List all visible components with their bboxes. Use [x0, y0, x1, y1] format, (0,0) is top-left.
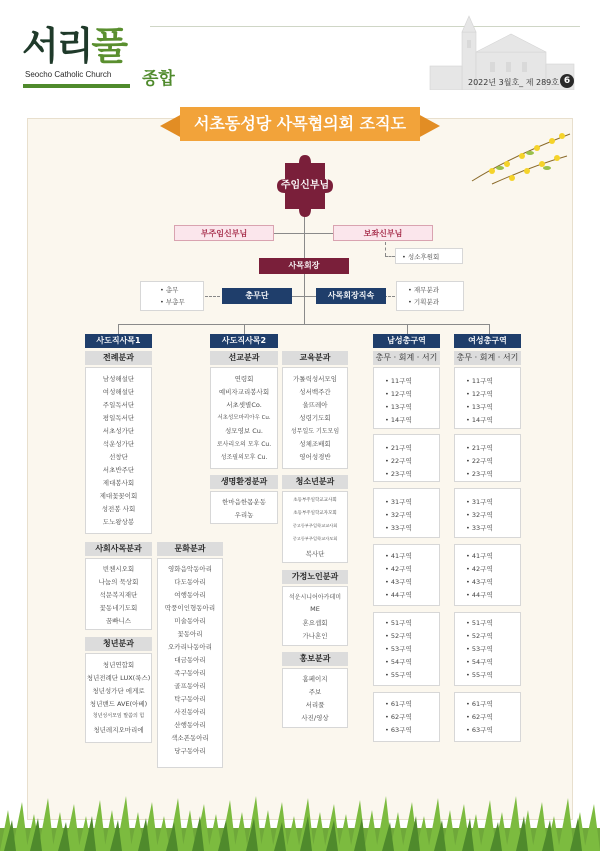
group-item: 성무일도 기도모임: [290, 428, 340, 435]
district-item: • 42구역: [466, 565, 493, 573]
district-item: • 22구역: [385, 457, 412, 465]
district-item: • 55구역: [385, 671, 412, 679]
group-item: 복사단: [305, 550, 325, 558]
group-item: 오카리나동아리: [168, 643, 212, 651]
group-item: 성체조배회: [299, 440, 331, 448]
group-item: 꽃동네기도회: [99, 604, 138, 612]
district-item: • 44구역: [385, 591, 412, 599]
group-item: 남성해설단: [102, 375, 135, 383]
group-item: 제대봉사회: [102, 479, 135, 487]
group-item: 선창단: [109, 453, 128, 461]
connector: [489, 324, 490, 334]
district-item: • 51구역: [385, 619, 412, 627]
group-item: 중고등부주일학교자모회: [292, 536, 338, 541]
logo: [22, 24, 126, 68]
group-item: 청년성가단 에게로: [92, 687, 145, 695]
district-item: • 31구역: [385, 498, 412, 506]
district-item: • 14구역: [466, 416, 493, 424]
district-item: • 63구역: [466, 726, 493, 734]
col5-sub-header: 총무 · 회계 · 서기: [454, 351, 521, 365]
district-item: • 33구역: [466, 524, 493, 532]
group-item: 연령회: [234, 375, 254, 383]
group-item: 서초성가단: [102, 427, 135, 435]
district-item: • 23구역: [385, 470, 412, 478]
group-item: 예비자교리봉사회: [218, 388, 270, 396]
col2-header: 사도직사목2: [210, 334, 278, 348]
group-item: 주보: [308, 688, 322, 696]
district-item: • 52구역: [385, 632, 412, 640]
logo-bar: [23, 84, 130, 88]
group-item: 당구동아리: [174, 747, 206, 755]
district-item: • 13구역: [466, 403, 493, 411]
page-number: 6: [560, 74, 574, 88]
group-item: 초등부주일학교교사회: [293, 498, 337, 503]
group-item: 성령기도회: [299, 414, 331, 422]
general-item: • 부총무: [160, 298, 185, 306]
connector: [385, 256, 395, 257]
group-header: 전례분과: [85, 351, 152, 365]
group-item: 석운성가단: [102, 440, 135, 448]
district-item: • 11구역: [466, 377, 493, 385]
group-item: 영화음악동아리: [168, 565, 212, 573]
general-item: • 총무: [160, 286, 179, 294]
group-item: 꽃동아리: [177, 630, 203, 638]
connector: [118, 324, 490, 325]
district-item: • 21구역: [466, 444, 493, 452]
group-item: 서리풀: [305, 701, 325, 709]
group-item: 영어성경반: [299, 453, 331, 461]
group-item: 로사리오의 모후 Cu.: [216, 441, 272, 448]
group-item: 홈페이지: [302, 675, 328, 683]
connector: [205, 296, 220, 297]
group-item: 성서백주간: [299, 388, 331, 396]
connector: [244, 324, 245, 334]
district-item: • 62구역: [385, 713, 412, 721]
group-header: 홍보분과: [282, 652, 348, 666]
district-item: • 12구역: [466, 390, 493, 398]
group-item: 미술동아리: [174, 617, 206, 625]
group-item: 청년레지오마리에: [93, 726, 144, 734]
district-item: • 43구역: [466, 578, 493, 586]
group-item: 산행동아리: [174, 721, 206, 729]
group-header: 생명환경분과: [210, 475, 278, 489]
group-item: 주일독서단: [102, 401, 135, 409]
banner-ribbon-right: [418, 114, 440, 138]
forsythia-decoration: [462, 126, 572, 186]
district-item: • 61구역: [466, 700, 493, 708]
district-item: • 54구역: [466, 658, 493, 666]
group-item: 빈첸시오회: [102, 565, 135, 573]
group-item: 탁구동아리: [174, 695, 206, 703]
group-item: 골프동아리: [174, 682, 206, 690]
group-header: 문화분과: [157, 542, 223, 556]
group-item: 초등부주일학교자모회: [293, 511, 337, 516]
district-item: • 63구역: [385, 726, 412, 734]
district-item: • 21구역: [385, 444, 412, 452]
section-label: 종합: [142, 69, 175, 89]
group-item: 서초성모마리아우 Cu.: [217, 415, 271, 421]
group-item: 꿈빠니스: [105, 617, 132, 625]
group-item: 제대꽃꽂이회: [99, 492, 138, 500]
group-item: 딱풍이인형동아리: [164, 604, 216, 612]
district-item: • 53구역: [385, 645, 412, 653]
group-item: 청년전례단 LUX(룩스): [86, 674, 151, 682]
logo-text-2: 풀: [91, 24, 127, 68]
district-item: • 41구역: [466, 552, 493, 560]
district-item: • 13구역: [385, 403, 412, 411]
issue-info: 2022년 3월호_ 제 289호: [468, 78, 559, 87]
group-item: 여성해설단: [102, 388, 135, 396]
district-item: • 33구역: [385, 524, 412, 532]
chairman-direct-node: 사목회장직속: [316, 288, 386, 304]
district-item: • 41구역: [385, 552, 412, 560]
group-item: 가나혼인: [302, 632, 328, 640]
district-item: • 51구역: [466, 619, 493, 627]
group-item: 사진동아리: [174, 708, 206, 716]
district-item: • 22구역: [466, 457, 493, 465]
group-item: 평일독서단: [102, 414, 135, 422]
district-item: • 12구역: [385, 390, 412, 398]
group-header: 청소년분과: [282, 475, 348, 489]
district-item: • 61구역: [385, 700, 412, 708]
district-item: • 14구역: [385, 416, 412, 424]
district-item: • 62구역: [466, 713, 493, 721]
group-item: 가톨릭성서모임: [293, 375, 337, 383]
group-item: 청년연합회: [102, 661, 135, 669]
logo-english: Seocho Catholic Church: [25, 70, 112, 79]
district-item: • 11구역: [385, 377, 412, 385]
district-item: • 52구역: [466, 632, 493, 640]
district-item: • 23구역: [466, 470, 493, 478]
group-header: 가정노인분과: [282, 570, 348, 584]
district-item: • 53구역: [466, 645, 493, 653]
connector: [118, 324, 119, 334]
district-item: • 32구역: [385, 511, 412, 519]
group-item: 색소폰동아리: [171, 734, 209, 742]
group-header: 교육분과: [282, 351, 348, 365]
district-item: • 32구역: [466, 511, 493, 519]
general-dept-node: 총무단: [222, 288, 292, 304]
group-item: 성조필의모후 Cu.: [220, 454, 268, 461]
group-item: 석운시니어아카데미: [288, 594, 342, 601]
group-item: 청년밴드 AVE(아베): [89, 700, 148, 708]
group-item: 혼요셉회: [302, 619, 328, 627]
direct-item: • 재무분과: [408, 286, 440, 294]
auxiliary-pastor-node: 보좌신부님: [333, 225, 433, 241]
group-item: 서초셋별Co.: [226, 401, 262, 409]
district-item: • 44구역: [466, 591, 493, 599]
connector: [407, 324, 408, 334]
group-item: 도노왕상봉: [102, 518, 135, 526]
group-item: ME: [310, 605, 320, 613]
logo-text-1: 서리: [22, 24, 92, 68]
group-header: 선교분과: [210, 351, 278, 365]
banner-ribbon-left: [160, 114, 182, 138]
district-item: • 42구역: [385, 565, 412, 573]
col4-sub-header: 총무 · 회계 · 서기: [373, 351, 440, 365]
direct-item: • 기획분과: [408, 298, 440, 306]
col5-header: 여성총구역: [454, 334, 521, 348]
group-item: 성전봉 사회: [101, 505, 136, 513]
connector: [385, 242, 386, 256]
chairman-node: 사목회장: [259, 258, 349, 274]
saint-committee-label: • 성소후원회: [402, 253, 440, 261]
group-item: 우리농: [234, 511, 254, 519]
group-item: 사진/영상: [301, 714, 329, 722]
district-item: • 43구역: [385, 578, 412, 586]
group-header: 청년분과: [85, 637, 152, 651]
group-item: 다도동아리: [174, 578, 206, 586]
group-item: 성모영보 Cu.: [225, 427, 263, 435]
group-item: 나눔의 묵상회: [98, 578, 139, 586]
group-item: 울뜨레아: [302, 401, 328, 409]
district-item: • 55구역: [466, 671, 493, 679]
pastor-label: 주임신부님: [280, 180, 330, 191]
col1-header: 사도직사목1: [85, 334, 152, 348]
group-item: 대금동아리: [174, 656, 206, 664]
group-item: 서초반주단: [102, 466, 135, 474]
group-item: 족구동아리: [174, 669, 206, 677]
grass-decoration: [0, 790, 600, 851]
page-title: 서초동성당 사목협의회 조직도: [180, 107, 420, 141]
group-item: 석문복지재단: [99, 591, 138, 599]
district-item: • 54구역: [385, 658, 412, 666]
group-item: 한마음한몸운동: [222, 498, 266, 506]
group-item: 여행동아리: [174, 591, 206, 599]
group-item: 중고등부주일학교교사회: [292, 523, 338, 528]
group-header: 사회사목분과: [85, 542, 152, 556]
assistant-pastor-node: 부주임신부님: [174, 225, 274, 241]
group-item: 청년성서모임 말씀의 힘: [92, 713, 145, 719]
district-item: • 31구역: [466, 498, 493, 506]
group-box: [210, 491, 278, 524]
col4-header: 남성총구역: [373, 334, 440, 348]
